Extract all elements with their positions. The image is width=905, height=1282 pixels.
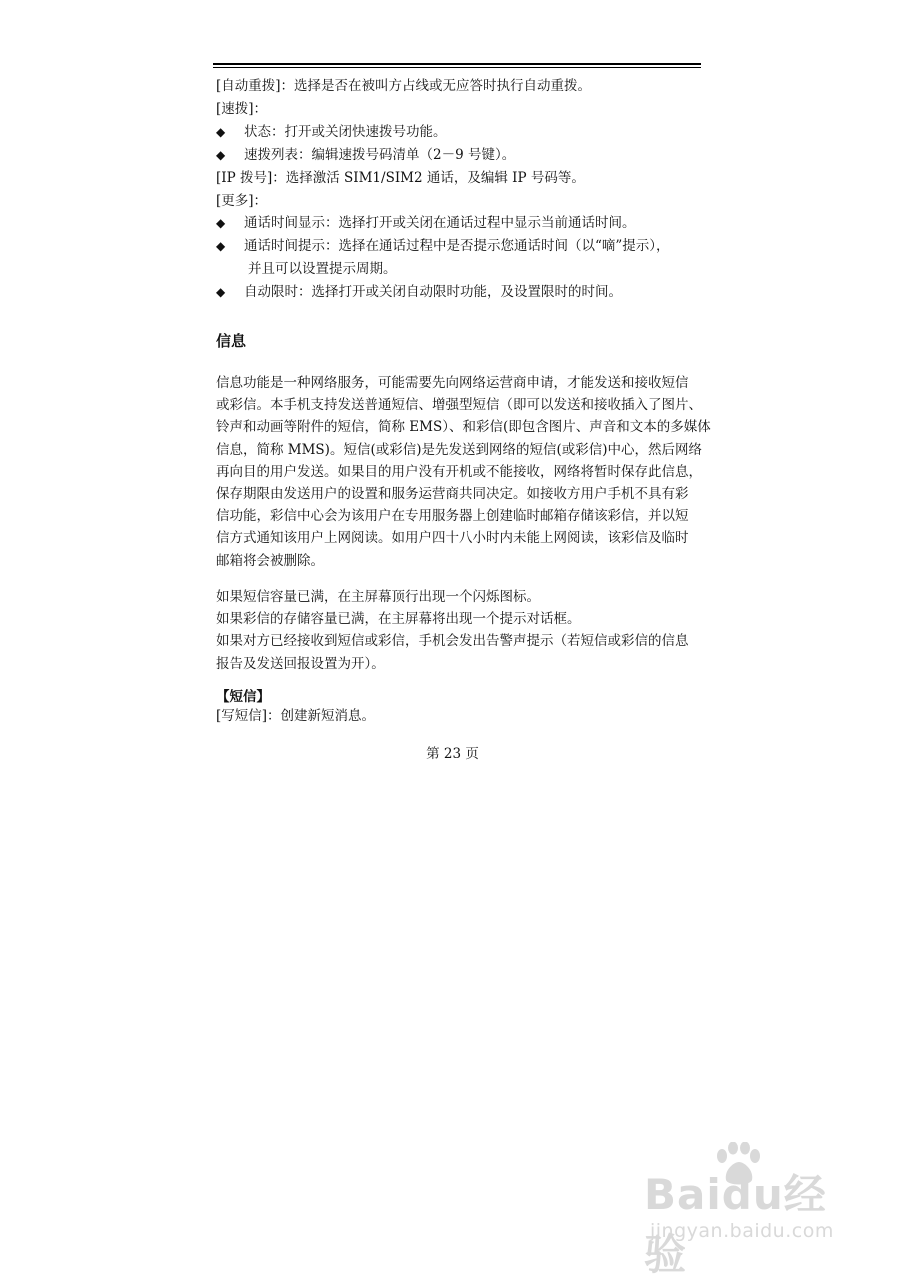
bullet-continuation: 并且可以设置提示周期。 [248,261,397,277]
notes-block [216,586,702,675]
paragraph-line: 信方式通知该用户上网阅读。如用户四十八小时内未能上网阅读，该彩信及临时 [216,530,689,547]
baidu-watermark [644,1142,864,1279]
bullet-text: 速拨列表：编辑速拨号码清单（2－9 号键）。 [244,147,516,163]
bullet-diamond-icon: ◆ [216,148,226,162]
auto-redial-line: [自动重拨]：选择是否在被叫方占线或无应答时执行自动重拨。 [216,78,592,94]
section-title: 信息 [216,332,247,350]
bullet-diamond-icon: ◆ [216,239,226,253]
note-line: 报告及发送回报设置为开）。 [216,655,385,672]
paragraph-line: 信息功能是一种网络服务，可能需要先向网络运营商申请，才能发送和接收短信 [216,375,689,391]
paragraph-line: 邮箱将会被删除。 [216,552,324,569]
bullet-item [216,145,515,165]
header-rule-thick [213,63,701,65]
note-line: 如果短信容量已满，在主屏幕顶行出现一个闪烁图标。 [216,589,540,605]
paragraph-line: 保存期限由发送用户的设置和服务运营商共同决定。如接收方用户手机不具有彩 [216,486,689,503]
watermark-url: jingyan.baidu.com [650,1220,834,1242]
bullet-diamond-icon: ◆ [216,125,226,139]
bullet-item [216,236,670,256]
paragraph-line: 信息，简称 MMS)。短信(或彩信)是先发送到网络的短信(或彩信)中心，然后网络 [216,441,703,458]
bullet-diamond-icon: ◆ [216,285,226,299]
note-line: 如果对方已经接收到短信或彩信，手机会发出告警声提示（若短信或彩信的信息 [216,633,689,650]
bullet-item [216,282,622,302]
speed-dial-heading: [速拨]： [216,101,268,117]
bullet-text: 通话时间提示：选择在通话过程中是否提示您通话时间（以“嘀”提示）， [244,238,670,254]
paragraph-line: 再向目的用户发送。如果目的用户没有开机或不能接收，网络将暂时保存此信息， [216,463,702,480]
bullet-diamond-icon: ◆ [216,216,226,230]
paragraph-line: 或彩信。本手机支持发送普通短信、增强型短信（即可以发送和接收插入了图片、 [216,397,702,414]
more-heading: [更多]： [216,193,268,209]
header-rule-thin [213,67,701,68]
bullet-text: 通话时间显示：选择打开或关闭在通话过程中显示当前通话时间。 [244,215,636,231]
sms-label: 【短信】 [216,689,270,705]
paragraph-line: 信功能，彩信中心会为该用户在专用服务器上创建临时邮箱存储该彩信，并以短 [216,508,689,525]
bullet-text: 自动限时：选择打开或关闭自动限时功能，及设置限时的时间。 [244,284,622,300]
intro-paragraph [216,372,711,572]
bullet-text: 状态：打开或关闭快速拨号功能。 [244,124,447,140]
note-line: 如果彩信的存储容量已满，在主屏幕将出现一个提示对话框。 [216,611,581,628]
bullet-item [216,122,447,142]
paragraph-line: 铃声和动画等附件的短信，简称 EMS）、和彩信(即包含图片、声音和文本的多媒体 [216,419,711,436]
bullet-item [216,213,636,233]
page-number: 第 23 页 [426,746,479,762]
watermark-logo-text: Baidu经验 [644,1170,827,1279]
write-sms-line: [写短信]：创建新短消息。 [216,708,376,724]
ip-dial-line: [IP 拨号]：选择激活 SIM1/SIM2 通话，及编辑 IP 号码等。 [216,170,585,186]
